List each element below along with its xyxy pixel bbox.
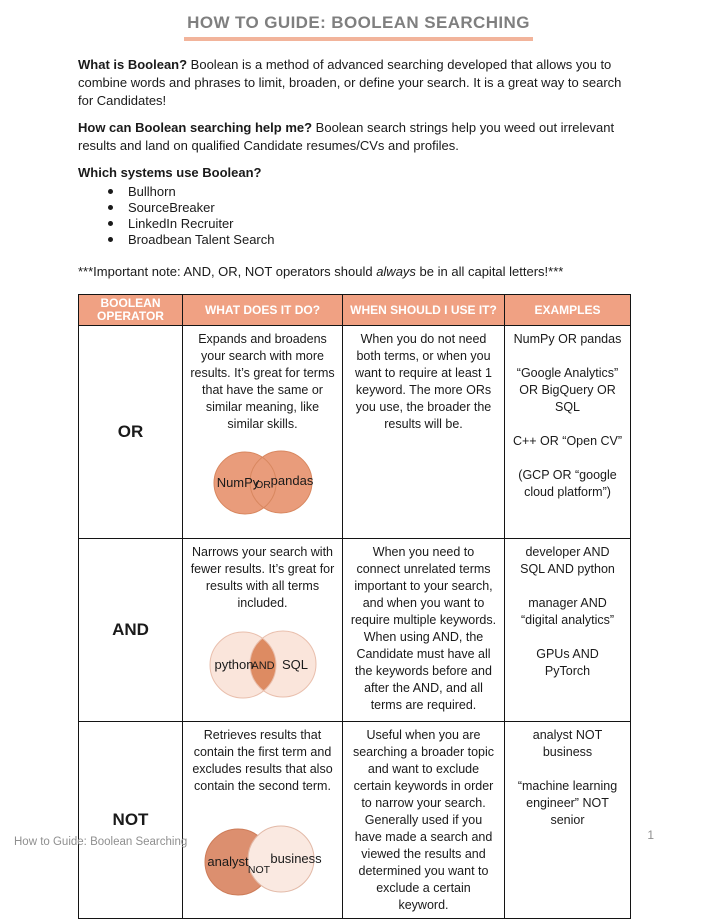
what-is-boolean-paragraph xyxy=(78,56,628,110)
not-what-cell xyxy=(183,722,343,919)
example-item: NumPy OR pandas xyxy=(513,332,622,346)
or-what-text: Expands and broadens your search with more results. It’s great for terms that have the same or similar meaning, like similar skills. xyxy=(190,332,335,431)
not-venn-diagram xyxy=(193,813,333,909)
how-can-boolean-help-lead: How can Boolean searching help me? xyxy=(78,120,313,135)
table-row-or xyxy=(79,326,631,539)
example-item: GPUs AND PyTorch xyxy=(536,647,599,678)
page-title: HOW TO GUIDE: BOOLEAN SEARCHING xyxy=(184,13,533,41)
column-header-examples: EXAMPLES xyxy=(505,295,631,326)
venn-left-label: analyst xyxy=(206,854,249,869)
and-when-cell: When you need to connect unrelated terms important to your search, and when you want to require multiple keywords. When using AND, the Candidate must have all the keywords before and after the AND, and all terms are required. xyxy=(343,539,505,722)
note-prefix: ***Important note: AND, OR, NOT operators should xyxy=(78,264,377,279)
systems-list xyxy=(108,184,628,248)
how-can-boolean-help-text: Boolean search strings help you weed out irrelevant results and land on qualified Candidate resumes/CVs and profiles. xyxy=(78,120,615,153)
footer-document-title: How to Guide: Boolean Searching xyxy=(14,836,188,848)
list-item xyxy=(108,184,628,200)
example-item: “Google Analytics” OR BigQuery OR SQL xyxy=(516,366,619,414)
or-what-cell xyxy=(183,326,343,539)
venn-right-label: SQL xyxy=(281,657,308,672)
which-systems-heading: Which systems use Boolean? xyxy=(78,165,262,180)
page-number: 1 xyxy=(647,828,654,842)
table-row-and xyxy=(79,539,631,722)
venn-right-label: business xyxy=(269,851,322,866)
example-item: “machine learning engineer” NOT senior xyxy=(517,779,618,827)
not-what-text: Retrieves results that contain the first term and excludes results that also contain the second term. xyxy=(192,728,333,793)
operator-label-or: OR xyxy=(79,326,183,539)
venn-right-label: pandas xyxy=(270,473,313,488)
example-item: manager AND “digital analytics” xyxy=(520,596,615,627)
and-venn-diagram xyxy=(197,616,329,712)
and-examples-cell xyxy=(505,539,631,722)
system-name: Bullhorn xyxy=(128,184,176,199)
not-when-cell: Useful when you are searching a broader topic and want to exclude certain keywords in order to narrow your search. Generally used if you have made a search and viewed the results and determined you want to exclude a certain keyword. xyxy=(343,722,505,919)
venn-left-label: python xyxy=(213,657,254,672)
what-is-boolean-text: Boolean is a method of advanced searching developed that allows you to combine words and phrases to limit, broaden, or define your search. It is a great way to search for Candidates! xyxy=(78,57,622,108)
venn-op-label: NOT xyxy=(247,864,270,876)
or-venn-diagram xyxy=(200,437,326,529)
boolean-operators-table xyxy=(78,294,631,919)
venn-left-label: NumPy xyxy=(216,475,259,490)
column-header-boolean-operator: BOOLEAN OPERATOR xyxy=(79,295,183,326)
operator-label-and: AND xyxy=(79,539,183,722)
how-can-boolean-help-paragraph xyxy=(78,119,628,155)
note-italic-word: always xyxy=(376,264,416,279)
and-what-text: Narrows your search with fewer results. It’s great for results with all terms included. xyxy=(190,545,335,610)
venn-op-label: OR xyxy=(254,479,271,491)
list-item xyxy=(108,216,628,232)
important-note xyxy=(78,263,628,281)
example-item: developer AND SQL AND python xyxy=(520,545,615,576)
bullet-icon xyxy=(108,205,113,210)
and-what-cell xyxy=(183,539,343,722)
column-header-when-should-i-use-it: WHEN SHOULD I USE IT? xyxy=(343,295,505,326)
system-name: SourceBreaker xyxy=(128,200,215,215)
table-header-row xyxy=(79,295,631,326)
column-header-what-does-it-do: WHAT DOES IT DO? xyxy=(183,295,343,326)
example-item: (GCP OR “google cloud platform”) xyxy=(518,468,617,499)
note-suffix: be in all capital letters!*** xyxy=(415,264,564,279)
table-row-not xyxy=(79,722,631,919)
bullet-icon xyxy=(108,237,113,242)
example-item: C++ OR “Open CV” xyxy=(512,434,623,448)
page-header xyxy=(0,0,717,41)
bullet-icon xyxy=(108,189,113,194)
venn-op-label: AND xyxy=(250,660,275,672)
list-item xyxy=(108,200,628,216)
intro-section xyxy=(78,56,628,281)
example-item: analyst NOT business xyxy=(532,728,603,759)
operator-label-not: NOT xyxy=(79,722,183,919)
list-item xyxy=(108,232,628,248)
or-examples-cell xyxy=(505,326,631,539)
or-when-cell: When you do not need both terms, or when you want to require at least 1 keyword. The more ORs you use, the broader the results will be. xyxy=(343,326,505,539)
system-name: LinkedIn Recruiter xyxy=(128,216,234,231)
system-name: Broadbean Talent Search xyxy=(128,232,275,247)
what-is-boolean-lead: What is Boolean? xyxy=(78,57,188,72)
bullet-icon xyxy=(108,221,113,226)
not-examples-cell xyxy=(505,722,631,919)
